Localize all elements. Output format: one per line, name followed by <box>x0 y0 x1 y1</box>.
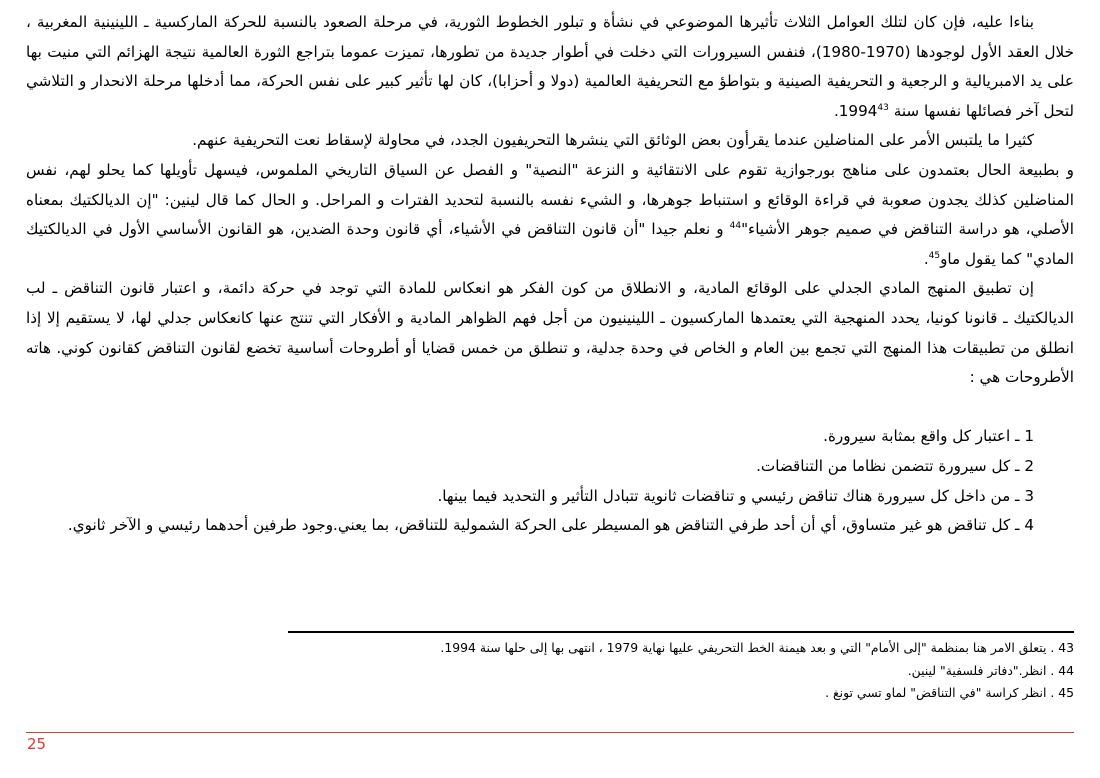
footnote-ref-44: 44 <box>729 221 742 232</box>
main-text <box>26 8 1074 541</box>
paragraph-1 <box>26 8 1074 126</box>
thesis-item-3: 3 ـ من داخل كل سيرورة هناك تناقض رئيسي و تناقضات ثانوية تتبادل التأثير و التحديد فيما بينها. <box>437 486 1034 505</box>
footnote-ref-45: 45 <box>928 250 941 261</box>
paragraph-3 <box>26 156 1074 274</box>
paragraph-4: إن تطبيق المنهج المادي الجدلي على الوقائع المادية، و الانطلاق من كون الفكر هو انعكاس للمادة التي توجد في حركة دائمة، و اعتبار قانون التناقض ـ لب الديالكتيك ـ قانونا كونيا، يحدد المنهجية التي يعتمدها الماركسيون ـ اللينينيون من أجل فهم الظواهر المادية و الأفكار التي تنتج عنها كانعكاس جدلي لها، لا يستقيم إلا إذا انطلق من تطبيقات هذا المنهج التي تجمع بين العام و الخاص في وحدة جدلية، و تنطلق من خمس قضايا أو أطروحات أساسية تخضع لقانون التناقض كقانون كوني. هاته الأطروحات هي : <box>26 279 1074 387</box>
footnotes <box>26 637 1074 705</box>
paragraph-3-tail2: . <box>923 249 929 268</box>
footnote-43: 43 . يتعلق الامر هنا بمنظمة "إلى الأمام" التي و بعد هيمنة الخط التحريفي عليها نهاية 1979 ، انتهى بها إلى حلها سنة 1994. <box>440 640 1074 655</box>
footer-rule <box>26 732 1074 733</box>
thesis-item-2: 2 ـ كل سيرورة تتضمن نظاما من التناقضات. <box>756 456 1034 475</box>
paragraph-3-text: و بطبيعة الحال بعتمدون على مناهج بورجوازية تقوم على الانتقائية و النزعة "النصية" و الفصل عن السياق التاريخي الملموس، فيسهل تأويلها كما يحلو لهم، نفس المناضلين كذلك يجدون صعوبة في قراءة الوقائع و استنباط جوهرها، و الشيء نفسه بالنسبة لتحديد الفترات و المراحل. و الحال كما قال لينين: "إن الديالكتيك بمعناه الأصلي، هو دراسة التناقض في صميم جوهر الأشياء" <box>26 160 1074 239</box>
footnote-44: 44 . انظر."دفاتر فلسفية" لينين. <box>907 662 1074 678</box>
blank-line <box>26 393 1074 423</box>
paragraph-2: كثيرا ما يلتبس الأمر على المناضلين عندما يقرأون بعض الوثائق التي ينشرها التحريفيون الجدد، في محاولة لإسقاط نعت التحريفية عنهم. <box>192 131 1034 150</box>
footnote-separator <box>288 631 1074 633</box>
thesis-item-1: 1 ـ اعتبار كل واقع بمثابة سيرورة. <box>823 427 1034 446</box>
footnote-45: 45 . انظر كراسة "في التناقض" لماو تسي تونغ . <box>825 685 1074 700</box>
footnote-ref-43: 43 <box>877 102 889 113</box>
theses-list <box>26 422 1074 540</box>
thesis-item-4: 4 ـ كل تناقض هو غير متساوق، أي أن أحد طرفي التناقض هو المسيطر على الحركة الشمولية للتناقض، بما يعني.وجود طرفين أحدهما رئيسي و الآخر ثانوي. <box>67 516 1034 535</box>
page-number: 25 <box>27 735 47 753</box>
paragraph-3-tail: و نعلم جيدا "أن قانون التناقض في الأشياء، أي قانون وحدة الضدين، هو القانون الأساسي الأول في الديالكتيك المادي" كما يقول ماو <box>26 220 1074 268</box>
paragraph-1-text: بناءا عليه، فإن كان لتلك العوامل الثلاث تأثيرها الموضوعي في نشأة و تبلور الخطوط الثورية، في مرحلة الصعود بالنسبة للحركة الماركسية ـ اللينينية المغربية ، خلال العقد الأول لوجودها (1970-1980)، فنفس السيرورات التي دخلت في أطوار جديدة من تطورها، تميزت عموما بتراجع الثورة العالمية نتيجة الهزائم التي منيت بها على يد الامبريالية و الرجعية و التحريفية الصينية و بتواطؤ مع التحريفية العالمية (دولا و أحزابا)، كان لها تأثير كبير على نفس الحركة، مما أدخلها مرحلة الانحدار و التلاشي لتحل آخر فصائلها نفسها سنة 1994 <box>26 13 1074 120</box>
paragraph-1-tail: . <box>833 101 839 120</box>
